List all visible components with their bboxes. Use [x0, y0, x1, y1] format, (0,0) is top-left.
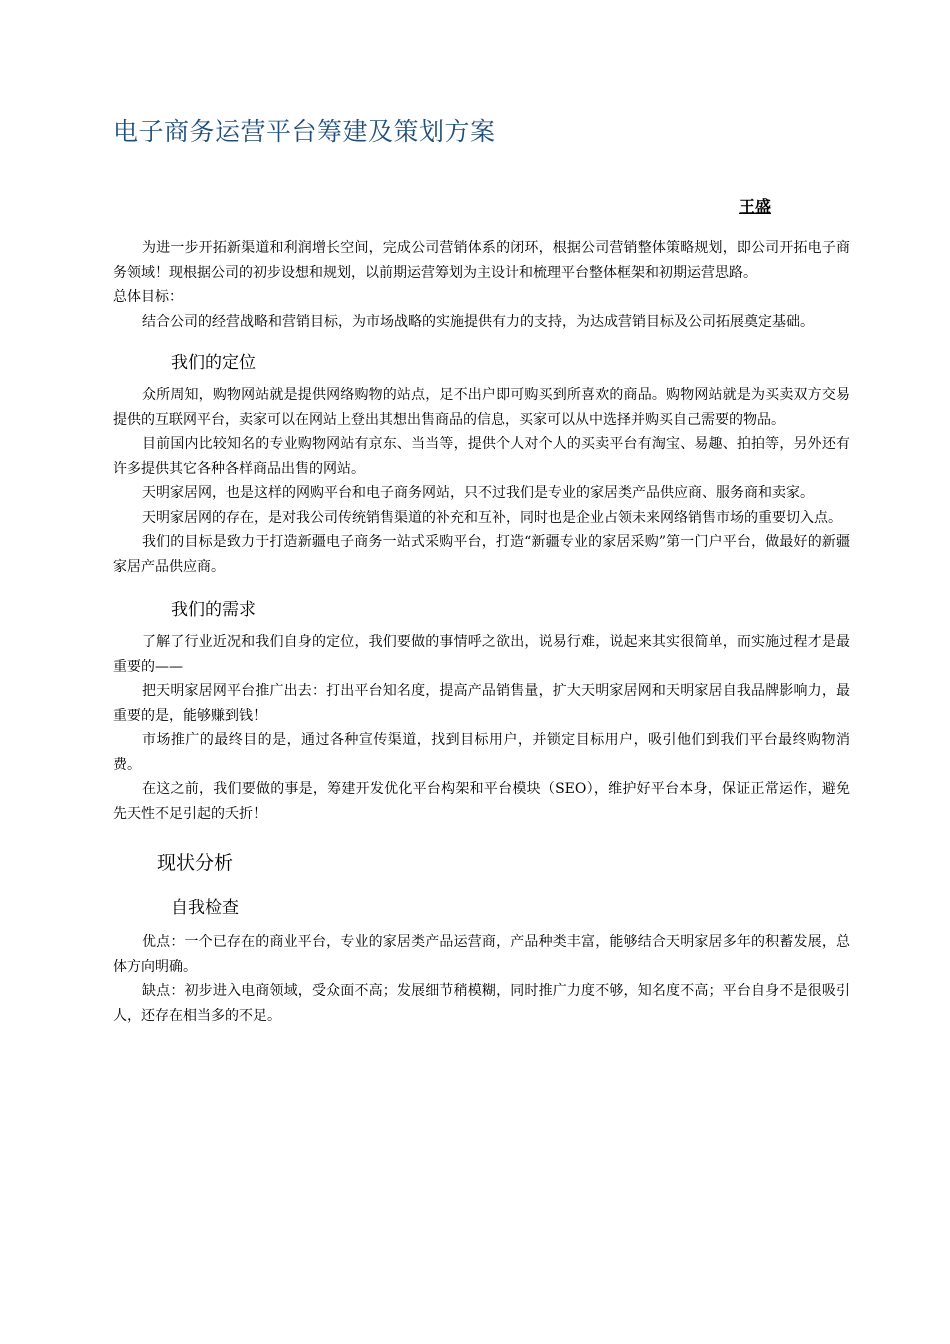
positioning-paragraph: 天明家居网，也是这样的网购平台和电子商务网站，只不过我们是专业的家居类产品供应商、服务商和卖家。: [142, 485, 814, 501]
strengths-paragraph: 优点：一个已存在的商业平台，专业的家居类产品运营商，产品种类丰富，能够结合天明家居多年的积蓄发展，总体方向明确。: [113, 934, 850, 975]
positioning-paragraph: 众所周知，购物网站就是提供网络购物的站点，足不出户即可购买到所喜欢的商品。购物网站就是为买卖双方交易提供的互联网平台，卖家可以在网站上登出其想出售商品的信息，买家可以从中选择并购买自己需要的物品。: [113, 387, 850, 428]
goal-paragraph: 结合公司的经营战略和营销目标，为市场战略的实施提供有力的支持，为达成营销目标及公司拓展奠定基础。: [142, 313, 814, 330]
needs-paragraph: 把天明家居网平台推广出去：打出平台知名度，提高产品销售量，扩大天明家居网和天明家居自我品牌影响力，最重要的是，能够赚到钱！: [113, 683, 850, 724]
weaknesses-paragraph: 缺点：初步进入电商领域，受众面不高；发展细节稍模糊，同时推广力度不够，知名度不高；平台自身不是很吸引人，还存在相当多的不足。: [113, 983, 850, 1024]
intro-paragraph: 为进一步开拓新渠道和利润增长空间，完成公司营销体系的闭环，根据公司营销整体策略规划，即公司开拓电子商务领域！现根据公司的初步设想和规划，以前期运营筹划为主设计和梳理平台整体框架和初期运营思路。: [113, 240, 850, 281]
positioning-paragraph: 我们的目标是致力于打造新疆电子商务一站式采购平台，打造“新疆专业的家居采购”第一门户平台，做最好的新疆家居产品供应商。: [113, 534, 850, 575]
self-check-heading: 自我检查: [171, 898, 239, 918]
needs-paragraph: 在这之前，我们要做的事是，筹建开发优化平台构架和平台模块（SEO），维护好平台本身，保证正常运作，避免先天性不足引起的夭折！: [113, 781, 850, 822]
positioning-paragraph: 天明家居网的存在，是对我公司传统销售渠道的补充和互补，同时也是企业占领未来网络销售市场的重要切入点。: [142, 509, 842, 526]
positioning-heading: 我们的定位: [171, 353, 256, 373]
document-title: 电子商务运营平台筹建及策划方案: [113, 117, 496, 146]
needs-paragraph: 了解了行业近况和我们自身的定位，我们要做的事情呼之欲出，说易行难，说起来其实很简单，而实施过程才是最重要的——: [113, 634, 850, 675]
goal-label: 总体目标：: [113, 289, 183, 305]
author-name: 王盛: [738, 197, 771, 216]
positioning-paragraph: 目前国内比较知名的专业购物网站有京东、当当等，提供个人对个人的买卖平台有淘宝、易趣、拍拍等，另外还有许多提供其它各种各样商品出售的网站。: [113, 436, 850, 477]
needs-paragraph: 市场推广的最终目的是，通过各种宣传渠道，找到目标用户，并锁定目标用户，吸引他们到我们平台最终购物消费。: [113, 732, 850, 773]
needs-heading: 我们的需求: [171, 600, 256, 620]
document-body: [113, 236, 850, 1028]
status-analysis-heading: 现状分析: [157, 852, 234, 874]
